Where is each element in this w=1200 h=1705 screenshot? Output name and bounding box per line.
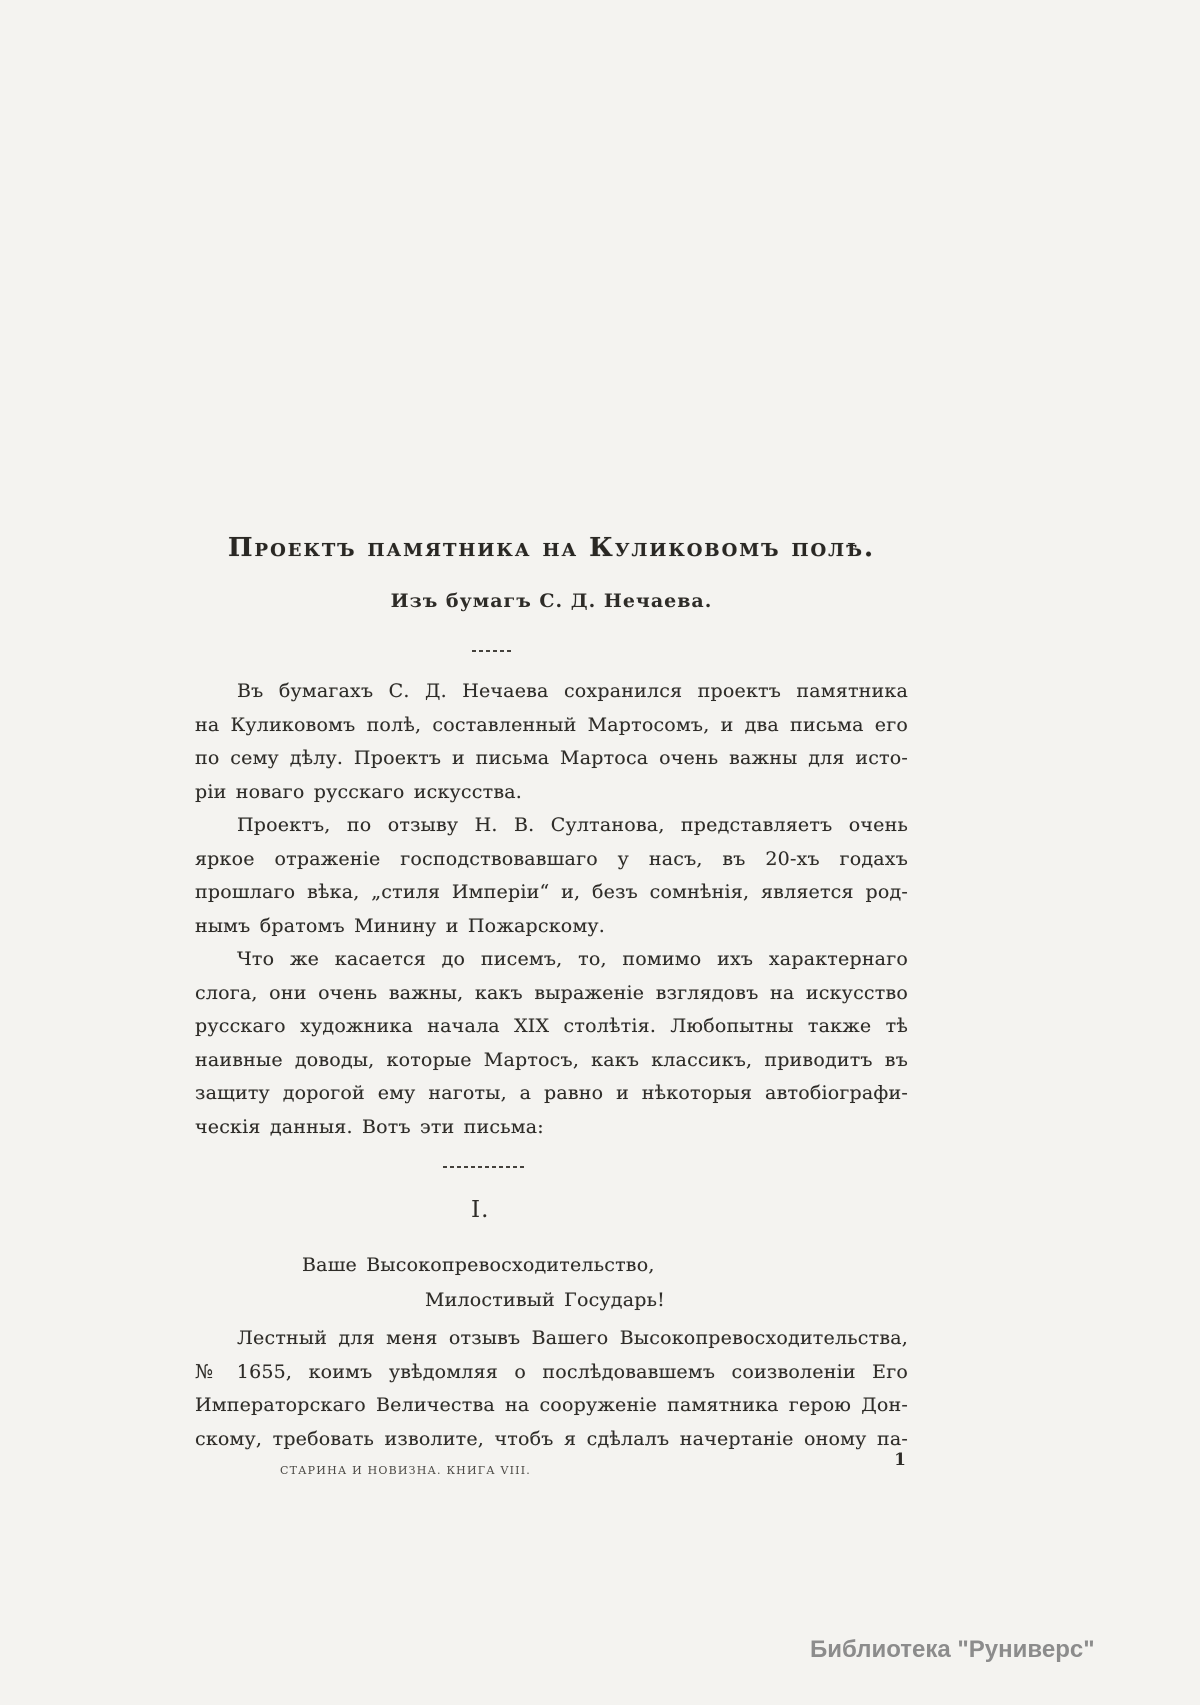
text-line: Въ бумагахъ С. Д. Нечаева сохранился проектъ памятника [237, 680, 908, 702]
title-divider [472, 650, 514, 652]
section-divider [443, 1166, 527, 1168]
text-line: Проектъ, по отзыву Н. В. Султанова, представляетъ очень [237, 814, 908, 836]
text-line: ріи новаго русскаго искусства. [195, 780, 522, 803]
text-line: на Куликовомъ полѣ, составленный Мартосомъ, и два письма его [195, 713, 908, 736]
page-subtitle: Изъ бумагъ С. Д. Нечаева. [390, 590, 713, 612]
text-line: Императорскаго Величества на сооруженіе памятника герою Дон- [195, 1394, 908, 1416]
text-line: нымъ братомъ Минину и Пожарскому. [195, 914, 606, 937]
text-line: слога, они очень важны, какъ выраженіе взглядовъ на искусство [195, 981, 908, 1004]
page-content-column [195, 0, 908, 1705]
text-line: Лестный для меня отзывъ Вашего Высокопревосходительства, [237, 1327, 908, 1349]
text-line: наивные доводы, которые Мартосъ, какъ классикъ, приводитъ въ [195, 1048, 908, 1071]
page-number: 1 [894, 1450, 906, 1470]
text-line: скому, требовать изволите, чтобъ я сдѣлалъ начертаніе оному па- [195, 1427, 908, 1450]
text-line: Что же касается до писемъ, то, помимо ихъ характернаго [237, 948, 908, 970]
text-line: прошлаго вѣка, „стиля Имперіи“ и, безъ сомнѣнія, является род- [195, 881, 908, 903]
text-line: защиту дорогой ему наготы, а равно и нѣкоторыя автобіографи- [195, 1082, 908, 1104]
text-line: № 1655, коимъ увѣдомляя о послѣдовавшемъ соизволеніи Его [195, 1360, 908, 1383]
letter-number-heading: I. [471, 1197, 490, 1223]
library-watermark: Библиотека "Руниверс" [810, 1636, 1095, 1663]
text-line: русскаго художника начала XIX столѣтія. Любопытны также тѣ [195, 1015, 908, 1037]
salutation-line-1: Ваше Высокопревосходительство, [302, 1254, 655, 1276]
page-title: Проектъ памятника на Куликовомъ полѣ. [227, 533, 875, 563]
salutation-line-2: Милостивый Государь! [425, 1289, 665, 1311]
text-line: ческія данныя. Вотъ эти письма: [195, 1115, 544, 1138]
letter-body [195, 1322, 908, 1456]
text-line: яркое отраженіе господствовавшаго у насъ, въ 20-хъ годахъ [195, 847, 908, 870]
footer-journal-title: СТАРИНА И НОВИЗНА. КНИГА VIII. [280, 1464, 531, 1477]
text-line: по сему дѣлу. Проектъ и письма Мартоса очень важны для исто- [195, 747, 908, 769]
intro-paragraphs [195, 675, 908, 1144]
